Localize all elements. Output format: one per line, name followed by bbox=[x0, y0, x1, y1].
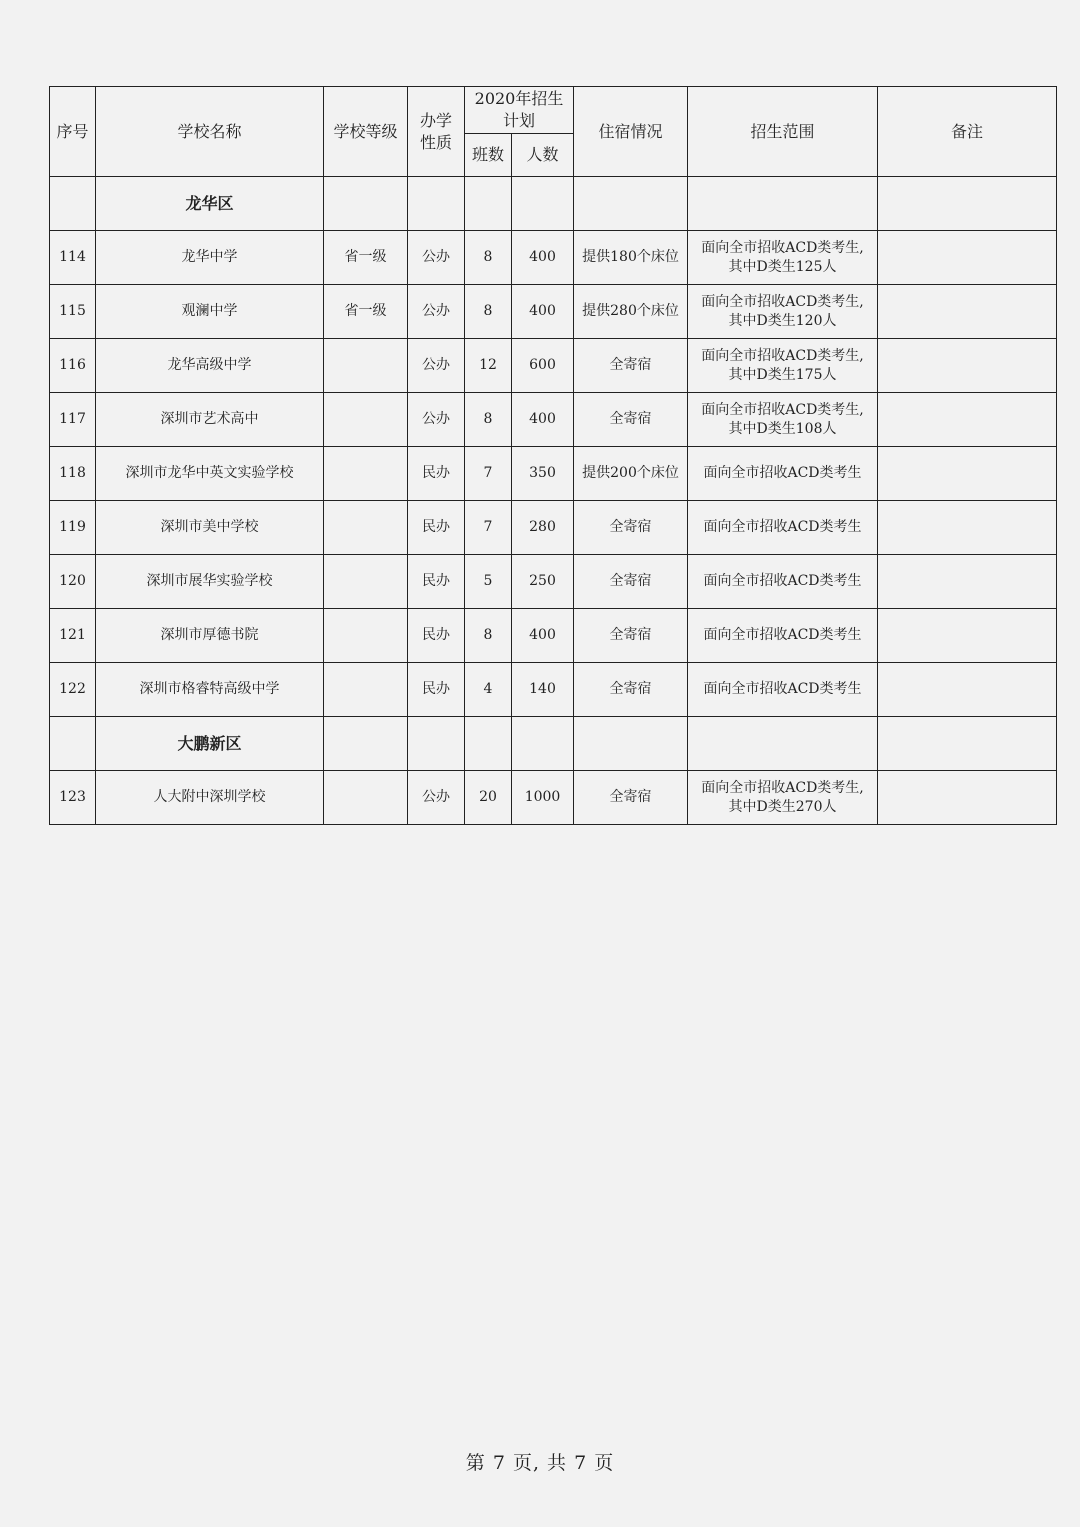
cell-students: 140 bbox=[512, 663, 574, 717]
cell-lodging: 全寄宿 bbox=[574, 609, 688, 663]
header-classes: 班数 bbox=[465, 134, 512, 177]
cell-school-type: 公办 bbox=[408, 393, 465, 447]
cell-remark bbox=[878, 771, 1057, 825]
cell-school-level bbox=[324, 501, 408, 555]
cell-school-name: 深圳市艺术高中 bbox=[96, 393, 324, 447]
table-row bbox=[50, 447, 1057, 501]
cell-students: 280 bbox=[512, 501, 574, 555]
table-row bbox=[50, 285, 1057, 339]
cell-school-level bbox=[324, 555, 408, 609]
cell-scope bbox=[688, 501, 878, 555]
cell-classes: 4 bbox=[465, 663, 512, 717]
empty-cell bbox=[512, 177, 574, 231]
cell-lodging: 全寄宿 bbox=[574, 771, 688, 825]
cell-school-level bbox=[324, 393, 408, 447]
scope-line: 其中D类生125人 bbox=[728, 258, 837, 275]
header-remark: 备注 bbox=[878, 87, 1057, 177]
cell-scope bbox=[688, 231, 878, 285]
cell-school-type: 民办 bbox=[408, 663, 465, 717]
scope-line: 面向全市招收ACD类考生 bbox=[703, 573, 862, 589]
cell-lodging: 全寄宿 bbox=[574, 393, 688, 447]
cell-school-level bbox=[324, 663, 408, 717]
cell-school-type: 公办 bbox=[408, 771, 465, 825]
cell-scope bbox=[688, 771, 878, 825]
table-body bbox=[50, 177, 1057, 825]
scope-line: 其中D类生175人 bbox=[728, 366, 837, 383]
cell-school-name: 深圳市美中学校 bbox=[96, 501, 324, 555]
cell-seq: 117 bbox=[50, 393, 96, 447]
scope-line: 面向全市招收ACD类考生 bbox=[703, 519, 862, 535]
cell-classes: 8 bbox=[465, 285, 512, 339]
cell-remark bbox=[878, 609, 1057, 663]
cell-classes: 8 bbox=[465, 609, 512, 663]
empty-cell bbox=[465, 177, 512, 231]
empty-cell bbox=[50, 717, 96, 771]
empty-cell bbox=[574, 177, 688, 231]
empty-cell bbox=[688, 177, 878, 231]
table-row bbox=[50, 231, 1057, 285]
header-plan: 2020年招生计划 bbox=[465, 87, 574, 134]
cell-school-name: 深圳市龙华中英文实验学校 bbox=[96, 447, 324, 501]
cell-lodging: 全寄宿 bbox=[574, 555, 688, 609]
cell-school-name: 观澜中学 bbox=[96, 285, 324, 339]
cell-classes: 12 bbox=[465, 339, 512, 393]
cell-school-name: 龙华高级中学 bbox=[96, 339, 324, 393]
cell-seq: 120 bbox=[50, 555, 96, 609]
empty-cell bbox=[50, 177, 96, 231]
cell-school-type: 公办 bbox=[408, 339, 465, 393]
cell-school-level bbox=[324, 609, 408, 663]
cell-seq: 116 bbox=[50, 339, 96, 393]
cell-school-level: 省一级 bbox=[324, 231, 408, 285]
table-row bbox=[50, 609, 1057, 663]
cell-students: 350 bbox=[512, 447, 574, 501]
table-row bbox=[50, 393, 1057, 447]
cell-classes: 7 bbox=[465, 501, 512, 555]
cell-school-level bbox=[324, 771, 408, 825]
empty-cell bbox=[408, 177, 465, 231]
cell-remark bbox=[878, 285, 1057, 339]
cell-lodging: 全寄宿 bbox=[574, 501, 688, 555]
cell-scope bbox=[688, 339, 878, 393]
cell-school-type: 公办 bbox=[408, 231, 465, 285]
header-lodging: 住宿情况 bbox=[574, 87, 688, 177]
header-school-type: 办学性质 bbox=[408, 87, 465, 177]
cell-seq: 118 bbox=[50, 447, 96, 501]
empty-cell bbox=[574, 717, 688, 771]
scope-line: 其中D类生108人 bbox=[728, 420, 837, 437]
cell-remark bbox=[878, 663, 1057, 717]
cell-school-level bbox=[324, 339, 408, 393]
empty-cell bbox=[465, 717, 512, 771]
cell-classes: 8 bbox=[465, 231, 512, 285]
cell-school-name: 龙华中学 bbox=[96, 231, 324, 285]
admissions-table bbox=[49, 86, 1057, 825]
cell-students: 400 bbox=[512, 285, 574, 339]
empty-cell bbox=[878, 177, 1057, 231]
cell-classes: 5 bbox=[465, 555, 512, 609]
scope-line: 面向全市招收ACD类考生 bbox=[703, 681, 862, 697]
header-seq: 序号 bbox=[50, 87, 96, 177]
cell-school-level: 省一级 bbox=[324, 285, 408, 339]
cell-remark bbox=[878, 555, 1057, 609]
cell-classes: 20 bbox=[465, 771, 512, 825]
scope-line: 面向全市招收ACD类考生, bbox=[701, 293, 864, 310]
cell-school-name: 深圳市厚德书院 bbox=[96, 609, 324, 663]
cell-students: 400 bbox=[512, 609, 574, 663]
cell-school-type: 民办 bbox=[408, 501, 465, 555]
cell-remark bbox=[878, 231, 1057, 285]
header-students: 人数 bbox=[512, 134, 574, 177]
header-scope: 招生范围 bbox=[688, 87, 878, 177]
cell-school-name: 人大附中深圳学校 bbox=[96, 771, 324, 825]
cell-school-level bbox=[324, 447, 408, 501]
cell-seq: 123 bbox=[50, 771, 96, 825]
empty-cell bbox=[512, 717, 574, 771]
cell-school-type: 民办 bbox=[408, 609, 465, 663]
cell-classes: 7 bbox=[465, 447, 512, 501]
cell-school-type: 民办 bbox=[408, 447, 465, 501]
cell-scope bbox=[688, 393, 878, 447]
cell-students: 600 bbox=[512, 339, 574, 393]
table-row bbox=[50, 339, 1057, 393]
cell-lodging: 提供200个床位 bbox=[574, 447, 688, 501]
cell-seq: 122 bbox=[50, 663, 96, 717]
admissions-sheet bbox=[49, 86, 1056, 825]
empty-cell bbox=[878, 717, 1057, 771]
header-school-name: 学校名称 bbox=[96, 87, 324, 177]
table-row bbox=[50, 501, 1057, 555]
scope-line: 面向全市招收ACD类考生 bbox=[703, 627, 862, 643]
table-row bbox=[50, 555, 1057, 609]
cell-remark bbox=[878, 393, 1057, 447]
district-name: 龙华区 bbox=[96, 177, 324, 231]
header-school-level: 学校等级 bbox=[324, 87, 408, 177]
scope-line: 面向全市招收ACD类考生, bbox=[701, 401, 864, 418]
cell-school-name: 深圳市格睿特高级中学 bbox=[96, 663, 324, 717]
cell-lodging: 提供280个床位 bbox=[574, 285, 688, 339]
cell-remark bbox=[878, 501, 1057, 555]
cell-students: 400 bbox=[512, 231, 574, 285]
cell-scope bbox=[688, 285, 878, 339]
cell-scope bbox=[688, 447, 878, 501]
cell-students: 1000 bbox=[512, 771, 574, 825]
cell-classes: 8 bbox=[465, 393, 512, 447]
cell-students: 400 bbox=[512, 393, 574, 447]
table-row bbox=[50, 663, 1057, 717]
empty-cell bbox=[324, 177, 408, 231]
page-footer: 第 7 页, 共 7 页 bbox=[465, 1452, 615, 1474]
empty-cell bbox=[408, 717, 465, 771]
scope-line: 面向全市招收ACD类考生, bbox=[701, 239, 864, 256]
empty-cell bbox=[688, 717, 878, 771]
cell-seq: 114 bbox=[50, 231, 96, 285]
cell-seq: 121 bbox=[50, 609, 96, 663]
district-row bbox=[50, 717, 1057, 771]
cell-students: 250 bbox=[512, 555, 574, 609]
cell-scope bbox=[688, 555, 878, 609]
cell-scope bbox=[688, 609, 878, 663]
cell-remark bbox=[878, 339, 1057, 393]
empty-cell bbox=[324, 717, 408, 771]
cell-seq: 115 bbox=[50, 285, 96, 339]
district-row bbox=[50, 177, 1057, 231]
cell-lodging: 全寄宿 bbox=[574, 339, 688, 393]
scope-line: 面向全市招收ACD类考生 bbox=[703, 465, 862, 481]
cell-remark bbox=[878, 447, 1057, 501]
cell-lodging: 全寄宿 bbox=[574, 663, 688, 717]
cell-school-name: 深圳市展华实验学校 bbox=[96, 555, 324, 609]
cell-school-type: 民办 bbox=[408, 555, 465, 609]
cell-scope bbox=[688, 663, 878, 717]
scope-line: 面向全市招收ACD类考生, bbox=[701, 347, 864, 364]
cell-seq: 119 bbox=[50, 501, 96, 555]
table-row bbox=[50, 771, 1057, 825]
scope-line: 其中D类生120人 bbox=[728, 312, 837, 329]
scope-line: 其中D类生270人 bbox=[728, 798, 837, 815]
scope-line: 面向全市招收ACD类考生, bbox=[701, 779, 864, 796]
district-name: 大鹏新区 bbox=[96, 717, 324, 771]
cell-lodging: 提供180个床位 bbox=[574, 231, 688, 285]
cell-school-type: 公办 bbox=[408, 285, 465, 339]
